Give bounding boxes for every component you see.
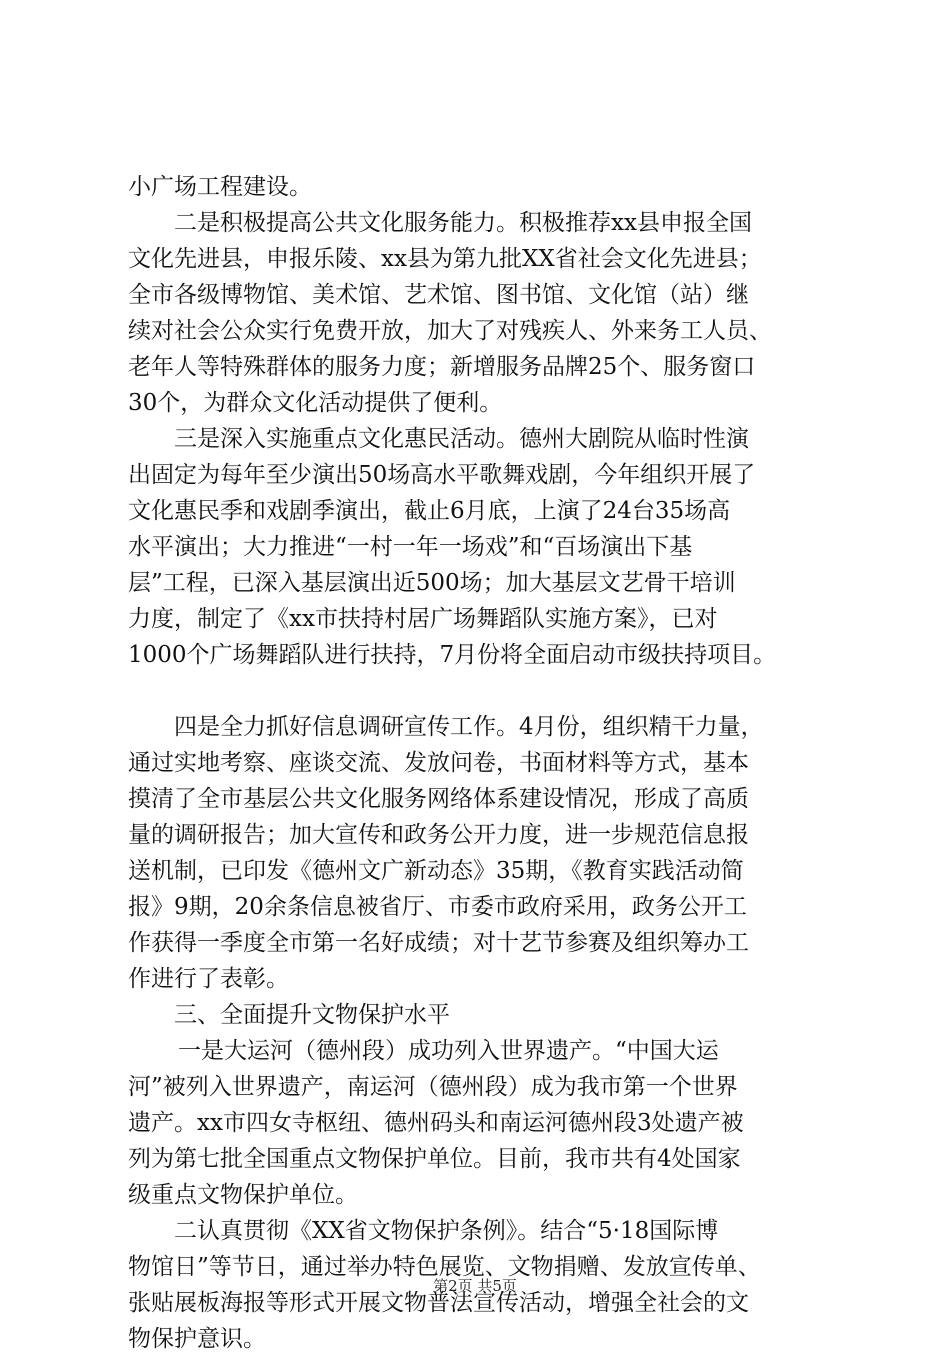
text-line: 小广场工程建设。 bbox=[128, 174, 312, 200]
text-line: 级重点文物保护单位。 bbox=[128, 1182, 358, 1208]
text-line: 遗产。xx市四女寺枢纽、德州码头和南运河德州段3处遗产被 bbox=[128, 1110, 744, 1136]
text-line: 报》9期，20余条信息被省厅、市委市政府采用，政务公开工 bbox=[128, 894, 747, 920]
text-line: 层”工程，已深入基层演出近500场；加大基层文艺骨干培训 bbox=[128, 570, 736, 596]
text-line: 二认真贯彻《XX省文物保护条例》。结合“5·18国际博 bbox=[174, 1218, 719, 1244]
text-line: 水平演出；大力推进“一村一年一场戏”和“百场演出下基 bbox=[128, 534, 693, 560]
text-line: 送机制，已印发《德州文广新动态》35期，《教育实践活动简 bbox=[128, 858, 744, 884]
text-line: 一是大运河（德州段）成功列入世界遗产。“中国大运 bbox=[178, 1038, 719, 1064]
text-line: 三是深入实施重点文化惠民活动。德州大剧院从临时性演 bbox=[174, 426, 749, 452]
text-line: 作获得一季度全市第一名好成绩；对十艺节参赛及组织筹办工 bbox=[128, 930, 749, 956]
page-number-footer: 第2页 共5页 bbox=[433, 1277, 517, 1295]
text-line: 1000个广场舞蹈队进行扶持，7月份将全面启动市级扶持项目。 bbox=[128, 642, 777, 668]
text-line: 量的调研报告；加大宣传和政务公开力度，进一步规范信息报 bbox=[128, 822, 749, 848]
text-line: 物保护意识。 bbox=[128, 1326, 266, 1352]
text-line: 河”被列入世界遗产，南运河（德州段）成为我市第一个世界 bbox=[128, 1074, 738, 1100]
text-line: 文化惠民季和戏剧季演出，截止6月底，上演了24台35场高 bbox=[128, 498, 731, 524]
text-line: 续对社会公众实行免费开放，加大了对残疾人、外来务工人员、 bbox=[128, 318, 772, 344]
text-line: 30个，为群众文化活动提供了便利。 bbox=[128, 390, 503, 416]
text-line: 力度，制定了《xx市扶持村居广场舞蹈队实施方案》，已对 bbox=[128, 606, 718, 632]
text-line: 文化先进县，申报乐陵、xx县为第九批XX省社会文化先进县； bbox=[128, 246, 762, 272]
text-line: 出固定为每年至少演出50场高水平歌舞戏剧，今年组织开展了 bbox=[128, 462, 756, 488]
text-line: 二是积极提高公共文化服务能力。积极推荐xx县申报全国 bbox=[174, 210, 752, 236]
text-line: 四是全力抓好信息调研宣传工作。4月份，组织精干力量， bbox=[174, 714, 764, 740]
text-line: 张贴展板海报等形式开展文物普法宣传活动，增强全社会的文 bbox=[128, 1290, 749, 1316]
text-line: 摸清了全市基层公共文化服务网络体系建设情况，形成了高质 bbox=[128, 786, 749, 812]
text-line: 全市各级博物馆、美术馆、艺术馆、图书馆、文化馆（站）继 bbox=[128, 282, 749, 308]
text-line: 物馆日”等节日，通过举办特色展览、文物捐赠、发放宣传单、 bbox=[128, 1254, 761, 1280]
text-line: 作进行了表彰。 bbox=[128, 966, 289, 992]
text-line: 通过实地考察、座谈交流、发放问卷，书面材料等方式，基本 bbox=[128, 750, 749, 776]
section-heading: 三、全面提升文物保护水平 bbox=[174, 1002, 450, 1028]
text-line: 老年人等特殊群体的服务力度；新增服务品牌25个、服务窗口 bbox=[128, 354, 756, 380]
text-line: 列为第七批全国重点文物保护单位。目前，我市共有4处国家 bbox=[128, 1146, 741, 1172]
